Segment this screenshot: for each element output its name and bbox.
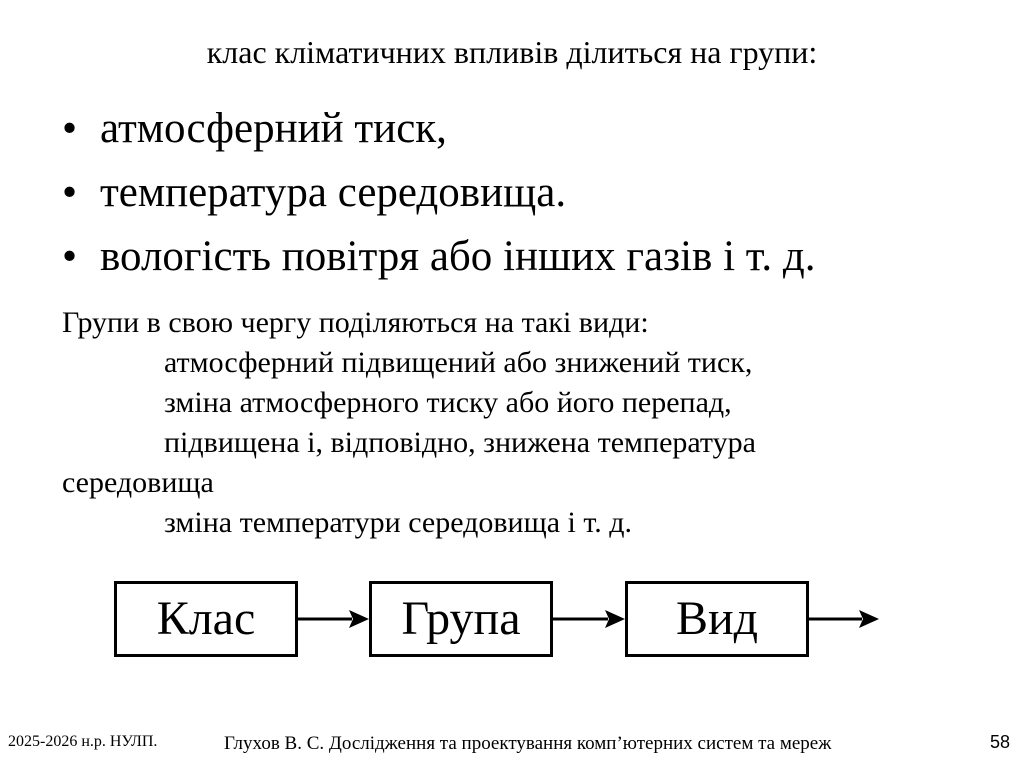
flow-box-group: Група <box>369 581 553 657</box>
flow-box-type: Вид <box>625 581 809 657</box>
climate-groups-list <box>62 97 815 289</box>
arrow-icon <box>553 610 625 628</box>
type-line: підвищена і, відповідно, знижена температура <box>164 426 756 459</box>
bullet-icon: • <box>62 233 78 280</box>
types-heading: Групи в свою чергу поділяються на такі види: <box>62 306 649 339</box>
types-block <box>62 303 756 543</box>
type-line-continuation: середовища <box>62 466 214 499</box>
bullet-icon: • <box>62 169 78 216</box>
type-line: зміна температури середовища і т. д. <box>164 506 632 539</box>
bullet-icon: • <box>62 105 78 152</box>
page-number: 58 <box>990 732 1011 752</box>
flow-box-class: Клас <box>114 581 298 657</box>
arrow-icon <box>809 610 879 628</box>
type-line: зміна атмосферного тиску або його перепад, <box>164 386 732 419</box>
list-item-text: вологість повітря або інших газів і т. д. <box>100 233 816 280</box>
list-item <box>62 225 815 289</box>
slide-title: клас кліматичних впливів ділиться на групи: <box>206 34 818 70</box>
type-line: атмосферний підвищений або знижений тиск, <box>164 346 753 379</box>
list-item <box>62 161 815 225</box>
list-item <box>62 97 815 161</box>
footer-academic-year: 2025-2026 н.р. НУЛП. <box>8 733 158 750</box>
footer-author: Глухов В. С. Дослідження та проектування комп’ютерних систем та мереж <box>224 733 832 754</box>
list-item-text: атмосферний тиск, <box>100 105 447 152</box>
arrow-icon <box>298 610 369 628</box>
list-item-text: температура середовища. <box>100 169 567 216</box>
